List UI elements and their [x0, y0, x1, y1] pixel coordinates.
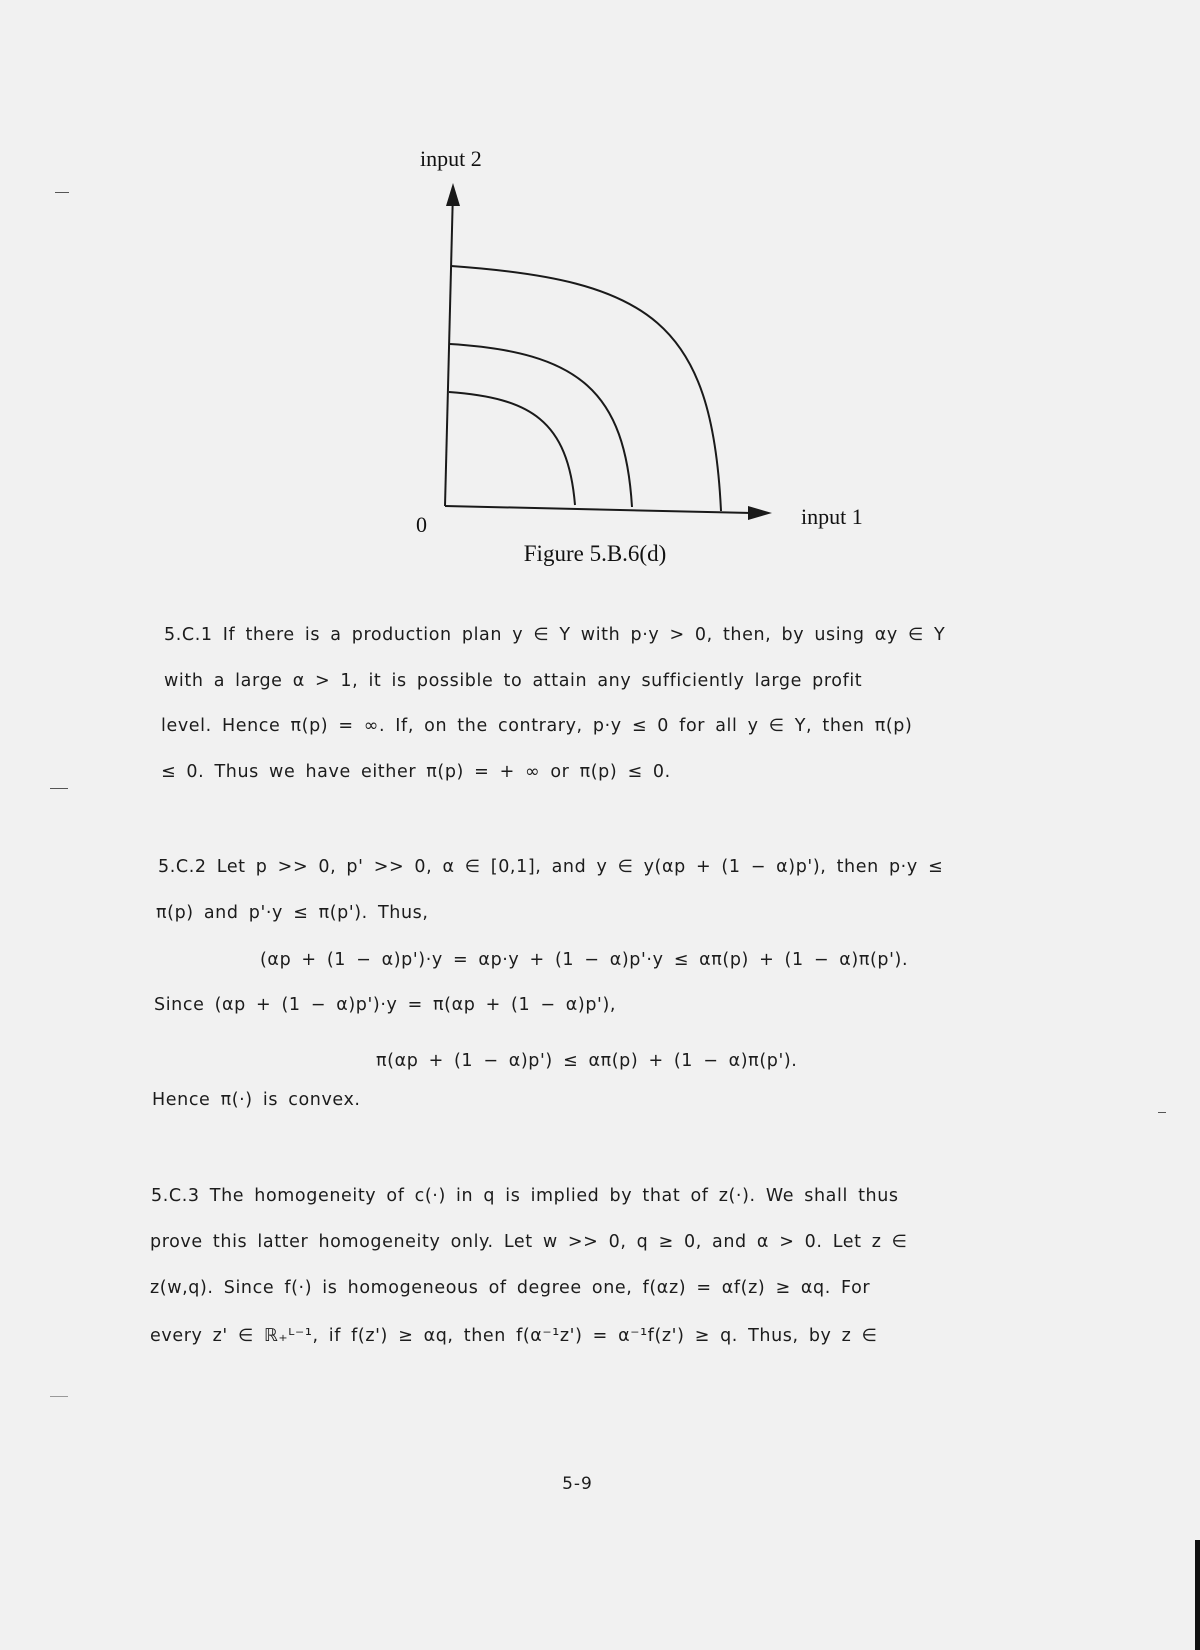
c3-line-2: prove this latter homogeneity only. Let w >> 0, q ≥ 0, and α > 0. Let z ∈	[150, 1232, 908, 1252]
scan-mark	[50, 788, 68, 789]
c3-line-3: z(w,q). Since f(·) is homogeneous of degree one, f(αz) = αf(z) ≥ αq. For	[150, 1278, 871, 1298]
c1-line-3: level. Hence π(p) = ∞. If, on the contrary, p·y ≤ 0 for all y ∈ Y, then π(p)	[161, 716, 913, 736]
y-axis-label: input 2	[420, 146, 482, 171]
c1-line-4: ≤ 0. Thus we have either π(p) = + ∞ or π(p) ≤ 0.	[161, 762, 671, 782]
scan-mark	[50, 1396, 68, 1397]
c2-equation-2: π(αp + (1 − α)p') ≤ απ(p) + (1 − α)π(p').	[376, 1051, 798, 1071]
x-axis	[445, 506, 752, 513]
page-number: 5-9	[562, 1474, 593, 1494]
c2-line-2: π(p) and p'·y ≤ π(p'). Thus,	[156, 903, 429, 923]
figure-diagram	[0, 0, 1200, 600]
curve-inner	[449, 392, 575, 505]
scan-mark	[1158, 1112, 1166, 1113]
c2-line-3: Since (αp + (1 − α)p')·y = π(αp + (1 − α)p'),	[154, 995, 617, 1015]
scan-mark	[1195, 1540, 1200, 1650]
y-axis-arrowhead	[446, 183, 460, 206]
x-axis-arrowhead	[748, 506, 772, 520]
y-axis	[445, 190, 453, 506]
origin-label: 0	[416, 512, 427, 537]
c1-line-2: with a large α > 1, it is possible to attain any sufficiently large profit	[164, 671, 863, 691]
figure-caption: Figure 5.B.6(d)	[523, 541, 667, 566]
c2-line-4: Hence π(·) is convex.	[152, 1090, 361, 1110]
curve-middle	[450, 344, 632, 507]
c2-equation-1: (αp + (1 − α)p')·y = αp·y + (1 − α)p'·y ≤ απ(p) + (1 − α)π(p').	[260, 950, 909, 970]
x-axis-label: input 1	[801, 504, 863, 529]
c1-line-1: 5.C.1 If there is a production plan y ∈ Y with p·y > 0, then, by using αy ∈ Y	[164, 625, 946, 645]
curve-outer	[451, 266, 721, 511]
c2-line-1: 5.C.2 Let p >> 0, p' >> 0, α ∈ [0,1], and y ∈ y(αp + (1 − α)p'), then p·y ≤	[158, 857, 944, 877]
c3-line-1: 5.C.3 The homogeneity of c(·) in q is implied by that of z(·). We shall thus	[151, 1186, 899, 1206]
scan-mark	[55, 192, 69, 193]
c3-line-4: every z' ∈ ℝ₊ᴸ⁻¹, if f(z') ≥ αq, then f(α⁻¹z') = α⁻¹f(z') ≥ q. Thus, by z ∈	[150, 1326, 878, 1346]
